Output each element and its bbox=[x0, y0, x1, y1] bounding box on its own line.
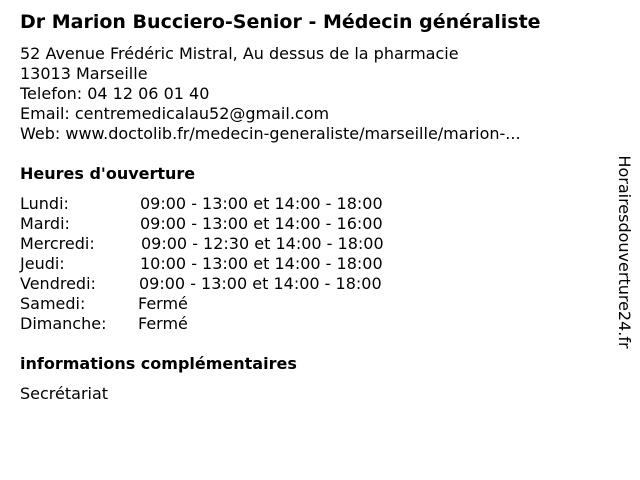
day-label: Dimanche: bbox=[20, 314, 107, 333]
hours-value: Fermé bbox=[138, 294, 188, 313]
hours-value: 09:00 - 13:00 et 14:00 - 16:00 bbox=[140, 214, 383, 233]
additional-info-heading: informations complémentaires bbox=[20, 354, 297, 373]
hours-value: 09:00 - 13:00 et 14:00 - 18:00 bbox=[140, 194, 383, 213]
site-watermark: Horairesdouverture24.fr bbox=[615, 155, 634, 349]
address-line: 52 Avenue Frédéric Mistral, Au dessus de la pharmacie bbox=[20, 44, 459, 63]
day-label: Mercredi: bbox=[20, 234, 95, 253]
additional-info-text: Secrétariat bbox=[20, 384, 109, 403]
day-label: Samedi: bbox=[20, 294, 86, 313]
day-label: Lundi: bbox=[20, 194, 69, 213]
hours-value: 09:00 - 13:00 et 14:00 - 18:00 bbox=[139, 274, 382, 293]
city-line: 13013 Marseille bbox=[20, 64, 148, 83]
hours-value: 09:00 - 12:30 et 14:00 - 18:00 bbox=[141, 234, 384, 253]
page-title: Dr Marion Bucciero-Senior - Médecin généraliste bbox=[20, 11, 541, 33]
email-line: Email: centremedicalau52@gmail.com bbox=[20, 104, 330, 123]
website-line: Web: www.doctolib.fr/medecin-generaliste/marseille/marion-... bbox=[20, 124, 521, 143]
opening-hours-heading: Heures d'ouverture bbox=[20, 164, 196, 183]
day-label: Vendredi: bbox=[20, 274, 96, 293]
hours-value: Fermé bbox=[138, 314, 188, 333]
day-label: Mardi: bbox=[20, 214, 70, 233]
phone-line: Telefon: 04 12 06 01 40 bbox=[20, 84, 210, 103]
hours-value: 10:00 - 13:00 et 14:00 - 18:00 bbox=[140, 254, 383, 273]
day-label: Jeudi: bbox=[20, 254, 65, 273]
contact-block bbox=[20, 44, 521, 144]
